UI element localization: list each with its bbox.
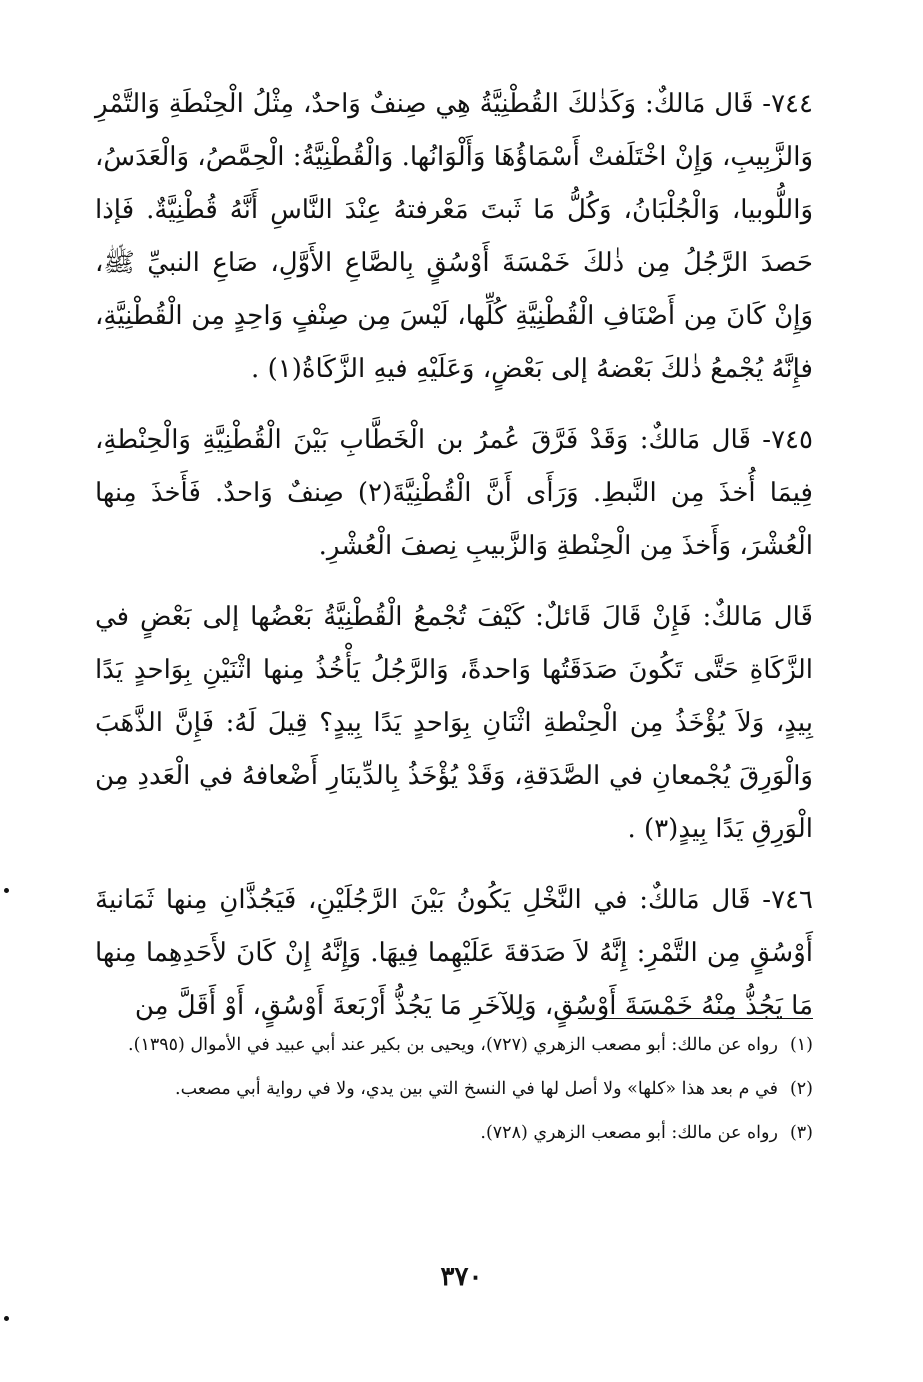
paragraph-malik-question: قَال مَالكٌ: فَإِنْ قَالَ قَائلٌ: كَيْفَ تُجْمعُ الْقُطْنِيَّةُ بَعْضُها إلى بَعْضٍ في الزَّكَاةِ حَتَّى تَكُونَ صَدَقَتُها وَاحدةً، وَالرَّجُلُ يَأْخُذُ مِنها اثْنَيْنِ بِوَاحدٍ يَدًا بِيدٍ، وَلاَ يُؤْخَذُ مِن الْحِنْطةِ اثْنَانِ بِوَاحدٍ يَدًا بِيدٍ؟ قِيلَ لَهُ: فَإِنَّ الذَّهَبَ وَالْوَرِقَ يُجْمعانِ في الصَّدَقةِ، وَقَدْ يُؤْخَذُ بِالدِّينَارِ أَضْعافهُ في الْعَددِ مِن الْوَرِقِ يَدًا بِيدٍ(٣) . — [95, 602, 813, 844]
footnote-text: رواه عن مالك: أبو مصعب الزهري (٧٢٧)، ويحيى بن بكير عند أبي عبيد في الأموال (١٣٩٥). — [128, 1035, 778, 1055]
footnote-separator — [578, 1018, 813, 1019]
footnote-1 — [95, 1030, 813, 1060]
margin-dot — [4, 1316, 9, 1321]
footnote-3 — [95, 1118, 813, 1148]
footnote-2 — [95, 1074, 813, 1104]
main-text — [95, 78, 813, 1051]
footnote-text: رواه عن مالك: أبو مصعب الزهري (٧٢٨). — [480, 1123, 778, 1143]
margin-dot — [4, 888, 9, 893]
footnote-number: (١) — [789, 1035, 813, 1055]
page-number: ٣٧٠ — [440, 1262, 483, 1292]
paragraph-744: ٧٤٤- قَال مَالكٌ: وَكَذٰلكَ القُطْنِيَّةُ هِي صِنفٌ وَاحدٌ، مِثْلُ الْحِنْطَةِ وَالتَّمْرِ وَالزَّبِيبِ، وَإِنْ اخْتَلَفتْ أَسْمَاؤُهَا وَأَلْوَانُها. وَالْقُطْنِيَّةُ: الْحِمَّصُ، وَالْعَدَسُ، وَاللُّوبيا، وَالْجُلْبَانُ، وَكُلُّ مَا ثَبتَ مَعْرفتهُ عِنْدَ النَّاسِ أَنَّهُ قُطْنِيَّةٌ. فَإذا حَصدَ الرَّجُلُ مِن ذٰلكَ خَمْسَةَ أَوْسُقٍ بِالصَّاعِ الأَوَّلِ، صَاعِ النبيِّ ﷺ، وَإِنْ كَانَ مِن أَصْنَافِ الْقُطْنِيَّةِ كُلِّها، لَيْسَ مِن صِنْفٍ وَاحِدٍ مِن الْقُطْنِيَّةِ، فإِنَّهُ يُجْمعُ ذٰلكَ بَعْضهُ إلى بَعْضٍ، وَعَلَيْهِ فيهِ الزَّكَاةُ(١) . — [95, 89, 813, 384]
paragraph-745: ٧٤٥- قَال مَالكٌ: وَقَدْ فَرَّقَ عُمرُ بن الْخَطَّابِ بَيْنَ الْقُطْنِيَّةِ وَالْحِنْطةِ، فِيمَا أُخذَ مِن النَّبطِ. وَرَأَى أَنَّ الْقُطْنِيَّةَ(٢) صِنفٌ وَاحدٌ. فَأَخذَ مِنها الْعُشْرَ، وَأَخذَ مِن الْحِنْطةِ وَالزَّبيبِ نِصفَ الْعُشْرِ. — [95, 425, 813, 561]
footnotes — [95, 1030, 813, 1162]
footnote-number: (٣) — [789, 1123, 813, 1143]
footnote-text: في م بعد هذا «كلها» ولا أصل لها في النسخ التي بين يدي، ولا في رواية أبي مصعب. — [175, 1079, 778, 1099]
paragraph-746: ٧٤٦- قَال مَالكٌ: في النَّخْلِ يَكُونُ بَيْنَ الرَّجُلَيْنِ، فَيَجُذَّانِ مِنها ثَمَانيةَ أَوْسُقٍ مِن التَّمْرِ: إِنَّهُ لاَ صَدَقةَ عَلَيْهِما فِيهَا. وَإِنَّهُ إِنْ كَانَ لأَحَدِهِما مِنها مَا يَجُذُّ مِنْهُ خَمْسَةَ أَوْسُقٍ، وَلِلآخَرِ مَا يَجُذُّ أَرْبَعةَ أَوْسُقٍ، أَوْ أَقَلَّ مِن — [95, 885, 813, 1021]
footnote-number: (٢) — [789, 1079, 813, 1099]
